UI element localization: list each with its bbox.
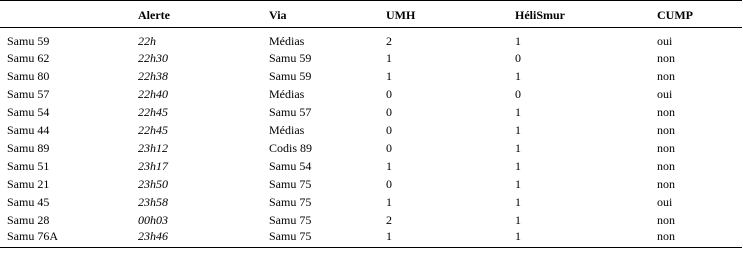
table-row — [0, 67, 742, 85]
table-header — [0, 1, 742, 28]
cell-cump: non — [657, 158, 675, 173]
cell-cump: non — [657, 68, 675, 83]
table-row — [0, 103, 742, 121]
cell-alerte: 22h38 — [138, 68, 168, 83]
cell-unit: Samu 62 — [7, 50, 50, 65]
cell-unit: Samu 89 — [7, 140, 50, 155]
cell-umh: 0 — [386, 176, 392, 191]
table-row — [0, 193, 742, 211]
cell-cump: oui — [657, 194, 673, 209]
header-cell-umh: UMH — [386, 1, 515, 28]
cell-helismur: 1 — [515, 158, 521, 173]
cell-via: Samu 75 — [269, 212, 312, 227]
cell-helismur: 1 — [515, 34, 521, 48]
header-cell-cump: CUMP — [657, 1, 742, 28]
cell-via: Samu 75 — [269, 176, 312, 191]
cell-cump: oui — [657, 86, 673, 101]
cell-helismur: 1 — [515, 68, 521, 83]
table-row — [0, 139, 742, 157]
table-row — [0, 157, 742, 175]
cell-helismur: 1 — [515, 229, 657, 248]
cell-umh: 1 — [386, 68, 392, 83]
cell-alerte: 22h45 — [138, 104, 168, 119]
cell-cump: oui — [657, 34, 673, 48]
cell-helismur: 1 — [515, 212, 521, 227]
cell-umh: 0 — [386, 104, 392, 119]
header-row — [0, 1, 742, 28]
cell-helismur: 1 — [515, 104, 521, 119]
header-cell-alerte: Alerte — [138, 1, 269, 28]
header-cell-via: Via — [269, 1, 386, 28]
cell-umh: 0 — [386, 140, 392, 155]
cell-cump: non — [657, 140, 675, 155]
cell-unit: Samu 59 — [7, 34, 50, 48]
cell-via: Codis 89 — [269, 140, 313, 155]
cell-via: Samu 75 — [269, 194, 312, 209]
cell-cump: non — [657, 104, 675, 119]
cell-cump: non — [657, 122, 675, 137]
table-row — [0, 211, 742, 229]
header-cell-unit — [0, 1, 138, 28]
cell-via: Samu 59 — [269, 68, 312, 83]
cell-umh: 2 — [386, 34, 392, 48]
cell-unit: Samu 21 — [7, 176, 50, 191]
cell-umh: 1 — [386, 194, 392, 209]
cell-via: Samu 54 — [269, 158, 312, 173]
cell-helismur: 1 — [515, 176, 521, 191]
cell-cump: non — [657, 229, 742, 248]
cell-unit: Samu 57 — [7, 86, 50, 101]
cell-helismur: 0 — [515, 86, 521, 101]
table-row — [0, 229, 742, 248]
cell-unit: Samu 28 — [7, 212, 50, 227]
cell-alerte: 23h50 — [138, 176, 168, 191]
cell-umh: 0 — [386, 122, 392, 137]
table-row — [0, 28, 742, 50]
cell-cump: non — [657, 212, 675, 227]
table-body — [0, 28, 742, 248]
cell-unit: Samu 45 — [7, 194, 50, 209]
cell-unit: Samu 44 — [7, 122, 50, 137]
cell-alerte: 23h17 — [138, 158, 168, 173]
table-row — [0, 49, 742, 67]
table-row — [0, 175, 742, 193]
cell-alerte: 00h03 — [138, 212, 168, 227]
cell-alerte: 22h45 — [138, 122, 168, 137]
cell-alerte: 23h46 — [138, 229, 269, 248]
cell-alerte: 22h40 — [138, 86, 168, 101]
table-row — [0, 121, 742, 139]
cell-unit: Samu 51 — [7, 158, 50, 173]
cell-helismur: 1 — [515, 122, 521, 137]
cell-alerte: 23h58 — [138, 194, 168, 209]
cell-umh: 0 — [386, 86, 392, 101]
cell-umh: 1 — [386, 229, 515, 248]
header-cell-helismur: HéliSmur — [515, 1, 657, 28]
cell-alerte: 23h12 — [138, 140, 168, 155]
cell-cump: non — [657, 176, 675, 191]
cell-unit: Samu 76A — [0, 229, 138, 248]
cell-via: Médias — [269, 86, 305, 101]
cell-via: Samu 75 — [269, 229, 386, 248]
table-row — [0, 85, 742, 103]
cell-alerte: 22h30 — [138, 50, 168, 65]
cell-via: Samu 59 — [269, 50, 312, 65]
cell-via: Médias — [269, 122, 305, 137]
cell-helismur: 1 — [515, 140, 521, 155]
cell-helismur: 0 — [515, 50, 521, 65]
cell-umh: 1 — [386, 50, 392, 65]
cell-umh: 2 — [386, 212, 392, 227]
cell-alerte: 22h — [138, 34, 156, 48]
cell-cump: non — [657, 50, 675, 65]
cell-unit: Samu 54 — [7, 104, 50, 119]
cell-unit: Samu 80 — [7, 68, 50, 83]
cell-via: Samu 57 — [269, 104, 312, 119]
cell-helismur: 1 — [515, 194, 521, 209]
cell-umh: 1 — [386, 158, 392, 173]
cell-via: Médias — [269, 34, 305, 48]
